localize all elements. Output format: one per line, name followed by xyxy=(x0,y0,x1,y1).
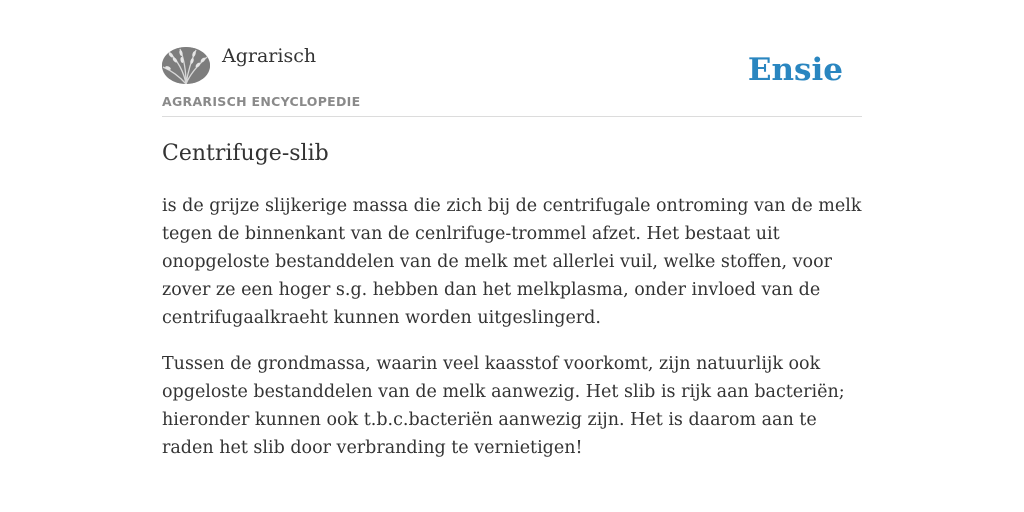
article-paragraph: is de grijze slijkerige massa die zich bij de centrifugale ontroming van de melk tegen de binnenkant van de cenlrifuge-trommel afzet. Het bestaat uit onopgeloste bestanddelen van de melk met allerlei vuil, welke stoffen, voor zover ze een hoger s.g. hebben dan het melkplasma, onder invloed van de centrifugaalkraeht kunnen worden uitgeslingerd. xyxy=(162,196,862,328)
article-title: Centrifuge-slib xyxy=(162,141,329,166)
avatar[interactable] xyxy=(162,47,210,84)
brand-logo[interactable]: Ensie xyxy=(747,52,843,88)
wheat-icon xyxy=(162,47,210,84)
source-name[interactable]: Agrarisch xyxy=(222,45,317,67)
article-paragraph: Tussen de grondmassa, waarin veel kaasstof voorkomt, zijn natuurlijk ook opgeloste bestanddelen van de melk aanwezig. Het slib is rijk aan bacteriën; hieronder kunnen ook t.b.c.bacteriën aanwezig zijn. Het is daarom aan te raden het slib door verbranding te vernietigen! xyxy=(162,354,845,458)
header xyxy=(162,44,862,117)
article-body xyxy=(162,192,862,480)
source-subtitle[interactable]: AGRARISCH ENCYCLOPEDIE xyxy=(162,94,361,109)
